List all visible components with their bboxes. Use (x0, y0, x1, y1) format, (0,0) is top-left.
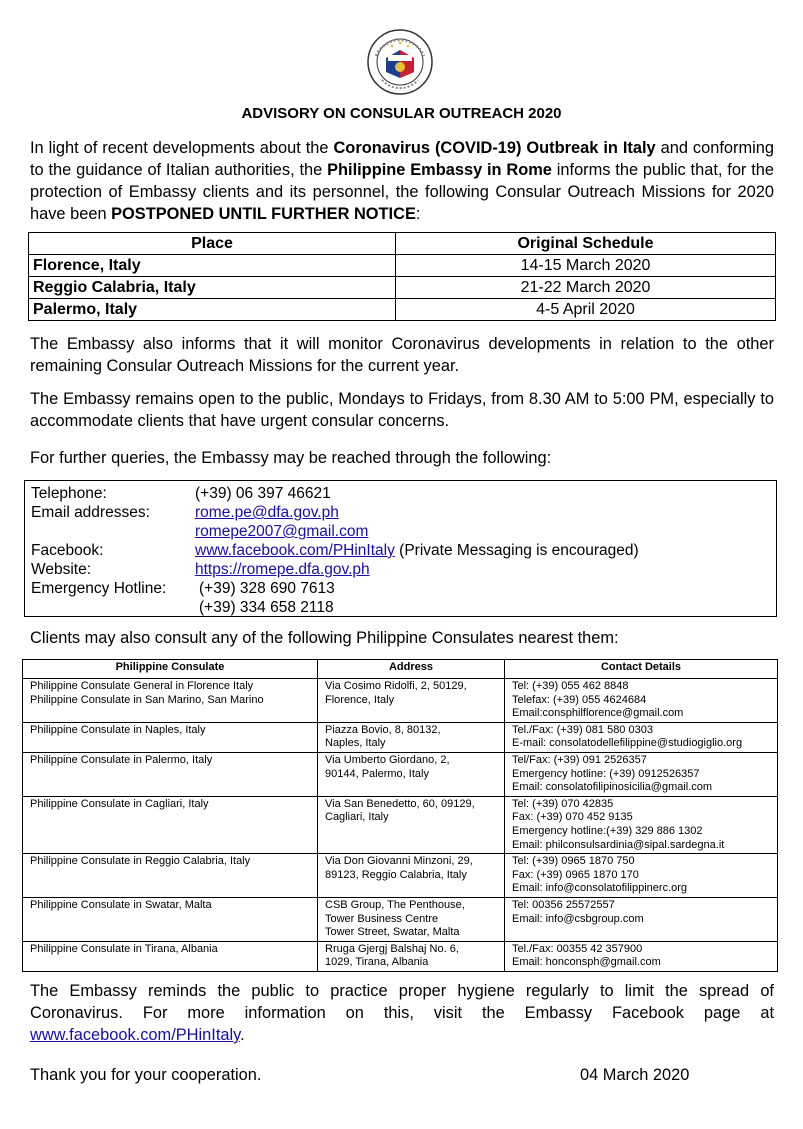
schedule-date: 21-22 March 2020 (396, 277, 776, 299)
schedule-date: 14-15 March 2020 (396, 255, 776, 277)
hotline-value-2: (+39) 334 658 2118 (199, 599, 334, 616)
schedule-header-row (29, 233, 776, 255)
reminder-end: . (240, 1026, 245, 1044)
consulate-name-line: Philippine Consulate in Tirana, Albania (30, 942, 218, 955)
schedule-date: 4-5 April 2020 (396, 299, 776, 321)
contact-line: Tel: (+39) 0965 1870 750 (512, 855, 635, 868)
consulate-address (318, 796, 505, 853)
schedule-place: Reggio Calabria, Italy (29, 277, 396, 299)
consulate-row-albania (23, 941, 778, 971)
contact-line: Tel/Fax: (+39) 091 2526357 (512, 753, 647, 766)
schedule-header-place: Place (29, 233, 396, 255)
consulate-row-palermo (23, 752, 778, 796)
consulate-row-cagliari (23, 796, 778, 853)
address-line: Cagliari, Italy (325, 811, 389, 824)
consulate-name-line: Philippine Consulate in Palermo, Italy (30, 753, 213, 766)
consulate-contact (505, 796, 778, 853)
intro-text-1: In light of recent developments about the (30, 139, 334, 157)
consulate-contact (505, 854, 778, 898)
consulates-table (22, 659, 778, 972)
consulate-address (318, 897, 505, 941)
schedule-header-date: Original Schedule (396, 233, 776, 255)
consulate-name (23, 941, 318, 971)
advisory-date: 04 March 2020 (580, 1066, 690, 1084)
header-consulate: Philippine Consulate (23, 660, 318, 679)
hotline-value-1: (+39) 328 690 7613 (199, 580, 335, 597)
consulate-address (318, 679, 505, 723)
address-line: Via San Benedetto, 60, 09129, (325, 797, 475, 810)
email-link-1[interactable]: rome.pe@dfa.gov.ph (195, 504, 339, 521)
consulate-address (318, 941, 505, 971)
telephone-label: Telephone: (31, 485, 107, 502)
contact-line: Tel./Fax: (+39) 081 580 0303 (512, 723, 653, 736)
monitor-paragraph: The Embassy also informs that it will monitor Coronavirus developments in relation to the other remaining Consular Outreach Missions for the current year. (30, 335, 774, 375)
intro-text-2: and conforming to the guidance of Italian authorities, the (30, 139, 774, 179)
contact-line: Tel./Fax: 00355 42 357900 (512, 942, 643, 955)
contact-line: Emergency hotline:(+39) 329 886 1302 (512, 824, 703, 837)
header-address: Address (318, 660, 505, 679)
thanks-text: Thank you for your cooperation. (30, 1066, 262, 1084)
address-line: 1029, Tirana, Albania (325, 956, 429, 969)
clients-paragraph: Clients may also consult any of the following Philippine Consulates nearest them: (30, 629, 619, 647)
address-line: Naples, Italy (325, 737, 386, 750)
address-line: 90144, Palermo, Italy (325, 767, 429, 780)
consulate-name (23, 796, 318, 853)
consulate-address (318, 722, 505, 752)
hours-paragraph: The Embassy remains open to the public, Mondays to Fridays, from 8.30 AM to 5:00 PM, especially to accommodate clients that have urgent consular concerns. (30, 390, 774, 430)
seal-emblem-icon (366, 28, 434, 96)
schedule-place: Florence, Italy (29, 255, 396, 277)
website-link[interactable]: https://romepe.dfa.gov.ph (195, 561, 370, 578)
facebook-value (195, 541, 639, 560)
contact-line: Emergency hotline: (+39) 0912526357 (512, 767, 700, 780)
intro-paragraph (30, 137, 774, 225)
contact-line: Email: consolatofilipinosicilia@gmail.com (512, 781, 713, 794)
hotline-label: Emergency Hotline: (31, 580, 167, 597)
consulate-row-naples (23, 722, 778, 752)
consulate-address (318, 752, 505, 796)
intro-bold-outbreak: Coronavirus (COVID-19) Outbreak in Italy (333, 139, 656, 157)
consulate-row-florence (23, 679, 778, 723)
website-label: Website: (31, 561, 92, 578)
address-line: Tower Street, Swatar, Malta (325, 926, 460, 939)
consulate-row-malta (23, 897, 778, 941)
schedule-table (28, 232, 776, 321)
consulate-contact (505, 679, 778, 723)
contact-line: Email: info@csbgroup.com (512, 912, 644, 925)
header-contact: Contact Details (505, 660, 778, 679)
address-line: Piazza Bovio, 8, 80132, (325, 723, 441, 736)
consulate-contact (505, 897, 778, 941)
facebook-note: (Private Messaging is encouraged) (394, 542, 639, 559)
contact-box (24, 480, 777, 617)
contact-line: Fax: (+39) 070 452 9135 (512, 811, 633, 824)
page-title: ADVISORY ON CONSULAR OUTREACH 2020 (241, 105, 562, 122)
telephone-value: (+39) 06 397 46621 (195, 485, 331, 502)
contact-line: Tel: (+39) 070 42835 (512, 797, 614, 810)
address-line: Via Umberto Giordano, 2, (325, 753, 450, 766)
schedule-row (29, 299, 776, 321)
queries-paragraph: For further queries, the Embassy may be reached through the following: (30, 449, 552, 467)
contact-line: Tel: 00356 25572557 (512, 898, 615, 911)
schedule-place: Palermo, Italy (29, 299, 396, 321)
contact-line: Fax: (+39) 0965 1870 170 (512, 868, 639, 881)
hygiene-reminder-paragraph (30, 980, 774, 1046)
consulate-name-line: Philippine Consulate in Reggio Calabria, Italy (30, 855, 251, 868)
contact-line: E-mail: consolatodellefilippine@studiogiglio.org (512, 737, 743, 750)
address-line: Via Don Giovanni Minzoni, 29, (325, 855, 473, 868)
consulate-name-line: Philippine Consulate General in Florence Italy (30, 680, 254, 692)
contact-line: Telefax: (+39) 055 4624684 (512, 693, 647, 706)
embassy-seal (366, 28, 434, 96)
reminder-facebook-link[interactable]: www.facebook.com/PHinItaly (30, 1026, 241, 1044)
consulate-address (318, 854, 505, 898)
consulate-name (23, 897, 318, 941)
contact-line: Email: honconsph@gmail.com (512, 956, 661, 969)
consulates-header-row (23, 660, 778, 679)
contact-line: Email:consphilflorence@gmail.com (512, 707, 684, 720)
contact-line: Email: philconsulsardinia@sipal.sardegna.it (512, 838, 725, 851)
consulate-row-reggio (23, 854, 778, 898)
consulate-name-line: Philippine Consulate in Swatar, Malta (30, 898, 212, 911)
consulate-contact (505, 941, 778, 971)
address-line: CSB Group, The Penthouse, (325, 898, 465, 911)
address-line: 89123, Reggio Calabria, Italy (325, 868, 467, 881)
consulate-name-line: Philippine Consulate in Naples, Italy (30, 723, 206, 736)
schedule-row (29, 255, 776, 277)
consulate-name (23, 854, 318, 898)
consulate-name-line: Philippine Consulate in San Marino, San Marino (30, 693, 264, 706)
intro-bold-embassy: Philippine Embassy in Rome (327, 161, 552, 179)
intro-bold-postponed: POSTPONED UNTIL FURTHER NOTICE (111, 205, 416, 223)
reminder-text: The Embassy reminds the public to practice proper hygiene regularly to limit the spread of Coronavirus. For more information on this, visit the Embassy Facebook page at (30, 982, 774, 1022)
address-line: Florence, Italy (325, 693, 395, 706)
contact-line: Email: info@consolatofilippinerc.org (512, 882, 688, 895)
intro-text-3: informs the public that, for the protection of Embassy clients and its personnel, the following Consular Outreach Missions for 2020 have been (30, 161, 774, 223)
address-line: Via Cosimo Ridolfi, 2, 50129, (325, 680, 467, 692)
consulate-name (23, 679, 318, 723)
address-line: Tower Business Centre (325, 912, 439, 925)
address-line: Rruga Gjergj Balshaj No. 6, (325, 942, 459, 955)
contact-line: Tel: (+39) 055 462 8848 (512, 680, 629, 692)
consulate-name-line: Philippine Consulate in Cagliari, Italy (30, 797, 209, 810)
schedule-row (29, 277, 776, 299)
consulate-name (23, 722, 318, 752)
consulate-name (23, 752, 318, 796)
consulate-contact (505, 722, 778, 752)
email-label: Email addresses: (31, 504, 150, 521)
intro-text-4: : (415, 205, 421, 223)
facebook-label: Facebook: (31, 542, 104, 559)
consulate-contact (505, 752, 778, 796)
facebook-link[interactable]: www.facebook.com/PHinItaly (195, 542, 395, 559)
email-link-2[interactable]: romepe2007@gmail.com (195, 523, 369, 540)
